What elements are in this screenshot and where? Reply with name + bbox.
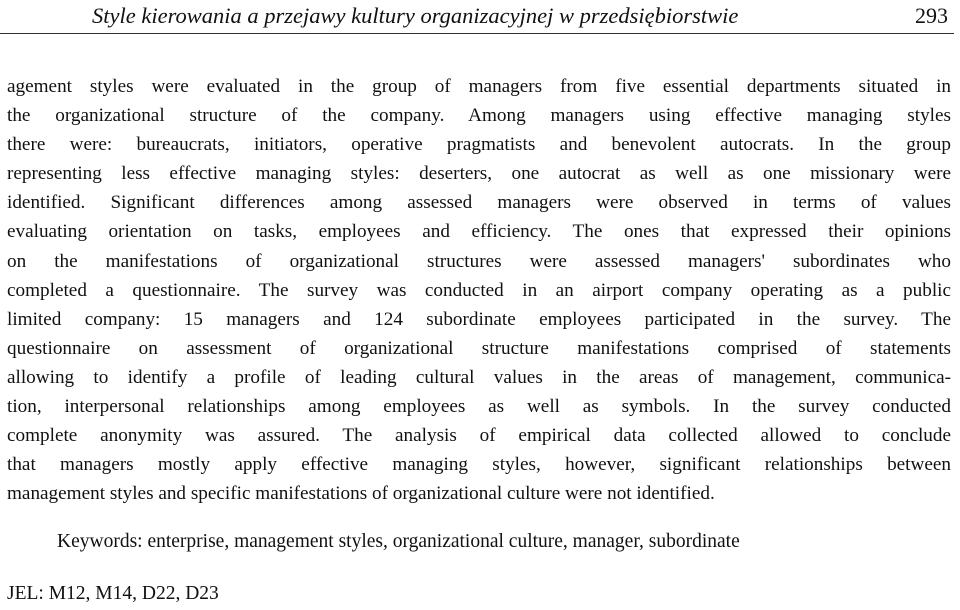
running-header: [0, 0, 960, 36]
abstract-line: there were: bureaucrats, initiators, operative pragmatists and benevolent autocrats. In the group: [7, 134, 951, 156]
jel-classification: JEL: M12, M14, D22, D23: [7, 583, 219, 604]
abstract-line: agement styles were evaluated in the group of managers from five essential departments situated in: [7, 76, 951, 97]
abstract-line-last: management styles and specific manifestations of organizational culture were not identified.: [7, 483, 715, 505]
abstract-line: representing less effective managing styles: deserters, one autocrat as well as one missionary were: [7, 163, 951, 185]
abstract-line: questionnaire on assessment of organizational structure manifestations comprised of statements: [7, 337, 951, 359]
keywords-line: Keywords: enterprise, management styles, organizational culture, manager, subordinate: [57, 531, 740, 552]
abstract-line: evaluating orientation on tasks, employees and efficiency. The ones that expressed their opinions: [7, 221, 951, 243]
abstract-line: that managers mostly apply effective managing styles, however, significant relationships between: [7, 454, 951, 476]
abstract-line: limited company: 15 managers and 124 subordinate employees participated in the survey. The: [7, 308, 951, 330]
abstract-line: allowing to identify a profile of leading cultural values in the areas of management, communica-: [7, 366, 951, 388]
running-header-title: Style kierowania a przejawy kultury organizacyjnej w przedsiębiorstwie: [92, 3, 739, 28]
abstract-line: tion, interpersonal relationships among employees as well as symbols. In the survey conducted: [7, 396, 951, 418]
header-rule: [0, 33, 954, 34]
page-number: 293: [915, 3, 948, 28]
abstract-line: complete anonymity was assured. The analysis of empirical data collected allowed to conclude: [7, 425, 951, 447]
abstract-line: identified. Significant differences among assessed managers were observed in terms of values: [7, 192, 951, 214]
abstract-line: completed a questionnaire. The survey was conducted in an airport company operating as a public: [7, 279, 951, 301]
abstract-paragraph: [7, 72, 951, 508]
abstract-line: on the manifestations of organizational structures were assessed managers' subordinates who: [7, 250, 951, 272]
abstract-line: the organizational structure of the company. Among managers using effective managing styles: [7, 105, 951, 127]
